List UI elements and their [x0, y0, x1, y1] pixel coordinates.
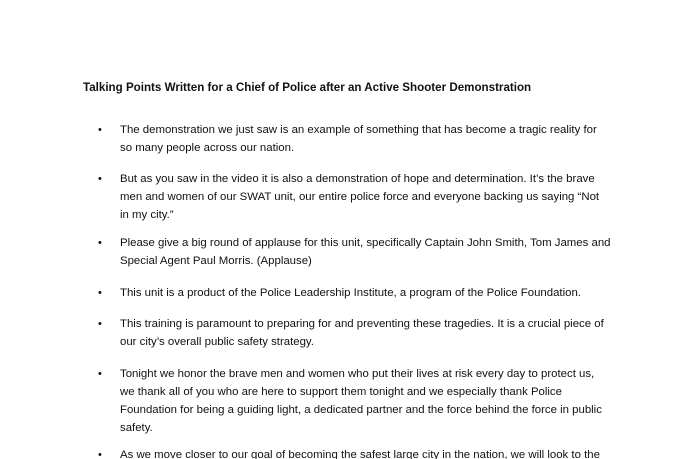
document-title: Talking Points Written for a Chief of Police after an Active Shooter Demonstration — [83, 81, 532, 94]
bullet-icon: • — [98, 368, 102, 380]
bullet-icon: • — [98, 124, 102, 136]
bullet-icon: • — [98, 173, 102, 185]
list-item-text: As we move closer to our goal of becoming the safest large city in the nation, we will look to the — [120, 449, 600, 459]
list-item-text: Please give a big round of applause for this unit, specifically Captain John Smith, Tom James and Special Agent Paul Morris. (Applause) — [120, 237, 611, 267]
list-item-text: But as you saw in the video it is also a demonstration of hope and determination. It’s the brave men and women of our SWAT unit, our entire police force and everyone backing us saying “Not in my city.” — [120, 173, 600, 221]
bullet-icon: • — [98, 449, 102, 459]
bullet-icon: • — [98, 318, 102, 330]
list-item-text: This unit is a product of the Police Leadership Institute, a program of the Police Foundation. — [120, 287, 581, 299]
bullet-icon: • — [98, 287, 102, 299]
bullet-icon: • — [98, 237, 102, 249]
list-item-text: Tonight we honor the brave men and women who put their lives at risk every day to protect us, we thank all of you who are here to support them tonight and we especially thank Police Foundation for being a guiding light, a dedicated partner and the force behind the force in public safety. — [120, 368, 602, 434]
list-item-text: The demonstration we just saw is an example of something that has become a tragic reality for so many people across our nation. — [120, 124, 597, 154]
list-item-text: This training is paramount to preparing for and preventing these tragedies. It is a crucial piece of our city’s overall public safety strategy. — [120, 318, 604, 348]
